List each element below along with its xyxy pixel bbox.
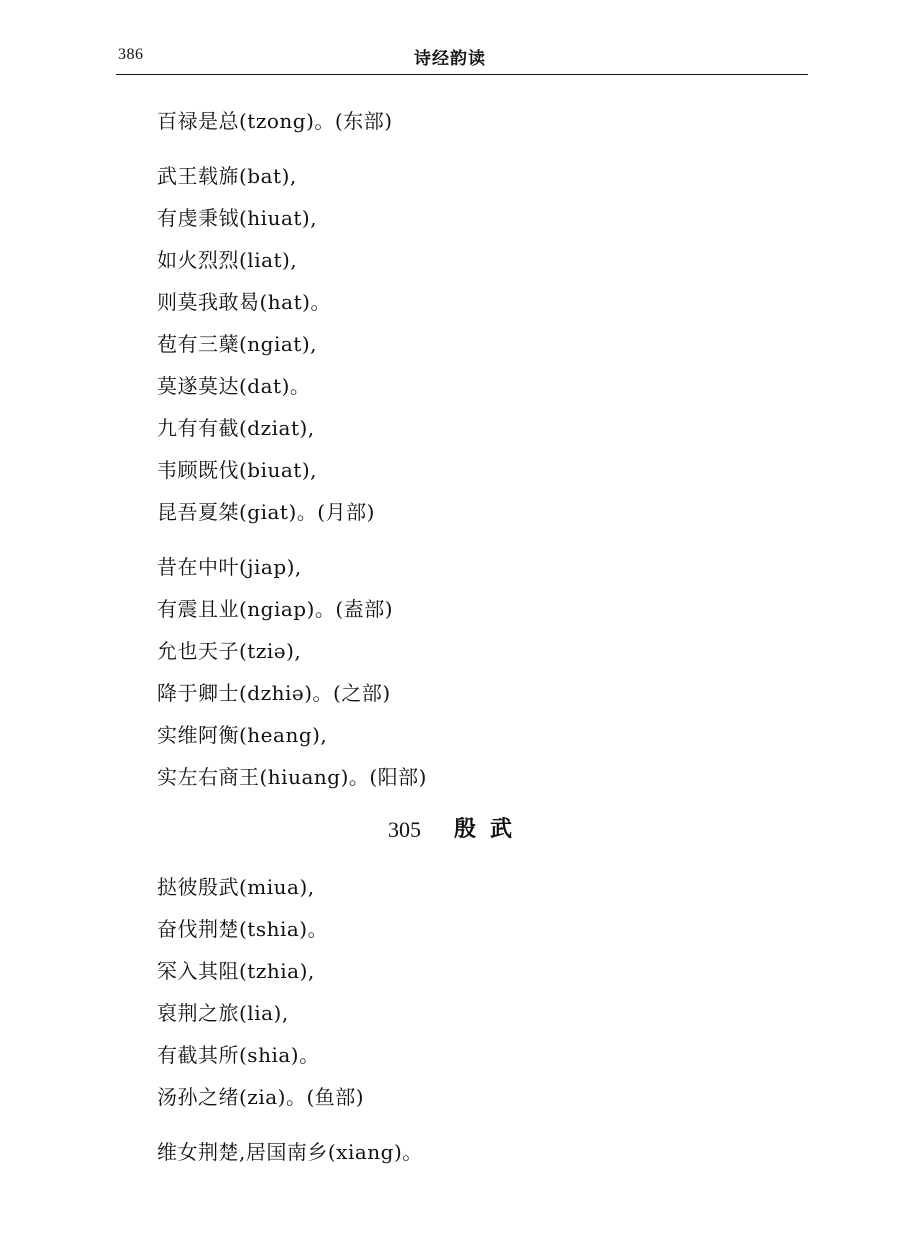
- section-number: 305: [388, 817, 421, 842]
- verse-line: 百禄是总(tzong)。(东部): [157, 109, 393, 133]
- verse-line: 昔在中叶(jiap),: [157, 555, 302, 579]
- verse-line: 有截其所(shia)。: [157, 1043, 320, 1067]
- verse-line: 有震且业(ngiap)。(盍部): [157, 597, 394, 621]
- verse-line: 允也天子(tziə),: [157, 639, 302, 663]
- verse-line: 裒荆之旅(lia),: [157, 1001, 289, 1025]
- verse-line: 则莫我敢曷(hat)。: [157, 290, 331, 314]
- verse-line: 有虔秉钺(hiuat),: [157, 206, 318, 230]
- section-heading: [157, 800, 797, 860]
- verse-line: 九有有截(dziat),: [157, 416, 315, 440]
- page-number: 386: [118, 46, 144, 63]
- header-rule: [116, 74, 808, 75]
- section-title: 殷武: [454, 817, 527, 842]
- stanza-gap: [157, 142, 797, 155]
- verse-line: 汤孙之绪(zia)。(鱼部): [157, 1085, 365, 1109]
- verse-line: 武王载旆(bat),: [157, 164, 297, 188]
- verse-line: 莫遂莫达(dat)。: [157, 374, 311, 398]
- verse-line: 昆吾夏桀(giat)。(月部): [157, 500, 375, 524]
- verse-line: 降于卿士(dzhiə)。(之部): [157, 681, 391, 705]
- verse-line: 实维阿衡(heang),: [157, 723, 328, 747]
- verse-line: 奋伐荆楚(tshia)。: [157, 917, 329, 941]
- verse-line: 挞彼殷武(miua),: [157, 875, 315, 899]
- running-title: 诗经韵读: [414, 49, 486, 69]
- stanza-gap: [157, 533, 797, 546]
- verse-line: 如火烈烈(liat),: [157, 248, 298, 272]
- verse-line: 维女荆楚,居国南乡(xiang)。: [157, 1140, 423, 1164]
- verse-line: 苞有三蘖(ngiat),: [157, 332, 318, 356]
- verse-line: 罙入其阻(tzhia),: [157, 959, 315, 983]
- poem-text: [157, 100, 797, 1173]
- stanza-gap: [157, 1118, 797, 1131]
- verse-line: 实左右商王(hiuang)。(阳部): [157, 765, 427, 789]
- verse-line: 韦顾既伐(biuat),: [157, 458, 318, 482]
